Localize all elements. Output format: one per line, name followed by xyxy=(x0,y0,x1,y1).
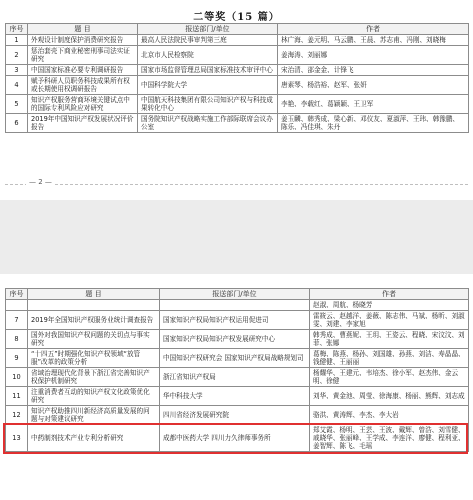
cell-dept: 浙江省知识产权局 xyxy=(160,368,310,387)
cell-seq: 2 xyxy=(6,46,28,65)
cell-title: “十四五”时期强化知识产权领域“放管服”改革的政策分析 xyxy=(28,349,160,368)
cell-dept: 国家市场监督管理总局国家标准技术审评中心 xyxy=(138,65,278,76)
cell-title: 2019年全国知识产权服务业统计调查报告 xyxy=(28,311,160,330)
cell-seq: 8 xyxy=(6,330,28,349)
cell-seq: 11 xyxy=(6,387,28,406)
page-divider xyxy=(5,184,468,185)
cell-dept: 四川省经济发展研究院 xyxy=(160,406,310,425)
header-authors: 作者 xyxy=(310,289,469,300)
cell-seq: 10 xyxy=(6,368,28,387)
cell-authors: 唐素琴、杨浩裕、赵军、张妍 xyxy=(278,76,469,95)
cell-seq: 7 xyxy=(6,311,28,330)
cell-dept: 华中科技大学 xyxy=(160,387,310,406)
cell-title: 2019年中国知识产权发展状况评价报告 xyxy=(28,114,138,133)
cell-seq: 9 xyxy=(6,349,28,368)
header-dept: 报送部门/单位 xyxy=(160,289,310,300)
cell-title: 赋予科研人员职务科技成果所有权或长期使用权调研报告 xyxy=(28,76,138,95)
cell-authors: 赵淑、周航、杨晓芳 xyxy=(310,300,469,311)
table-row xyxy=(6,65,469,76)
cell-seq: 4 xyxy=(6,76,28,95)
cell-authors: 韩秀成、曹燕妮、王玥、王姿云、程晓、宋汶汶、刘菲、张娜 xyxy=(310,330,469,349)
cell-dept: 中国科学院大学 xyxy=(138,76,278,95)
header-title: 题 目 xyxy=(28,289,160,300)
header-dept: 报送部门/单位 xyxy=(138,24,278,35)
cell-title: 注重消费者互动的知识产权文化政策优化研究 xyxy=(28,387,160,406)
header-authors: 作者 xyxy=(278,24,469,35)
table-header-row xyxy=(6,24,469,35)
page-gap xyxy=(0,200,473,274)
cell-dept: 国家知识产权局知识产权运用促进司 xyxy=(160,311,310,330)
cell-dept: 中国航天科技集团有限公司知识产权与科技成果转化中心 xyxy=(138,95,278,114)
cell-authors: 葛梅、陈燕、杨孙、刘国雄、孙燕、刘洁、寿晶晶、钱健健、王丽丽 xyxy=(310,349,469,368)
cell-seq: 6 xyxy=(6,114,28,133)
table-row xyxy=(6,425,469,452)
cell-authors: 雷筱云、赵越洋、姜薇、陈志伟、马斌、杨昕、刘淑雯、刘建、李家旭 xyxy=(310,311,469,330)
cell-seq: 12 xyxy=(6,406,28,425)
cell-authors: 宋治清、邵金金、计锋飞 xyxy=(278,65,469,76)
table-header-row xyxy=(6,289,469,300)
table-row xyxy=(6,35,469,46)
cell-seq: 1 xyxy=(6,35,28,46)
cell-authors: 李艳、李载红、葛颖颖、王卫军 xyxy=(278,95,469,114)
cell-seq: 5 xyxy=(6,95,28,114)
cell-authors: 杨耀华、王建元、韦培杰、徐小军、赵杰伟、金云明、徐健 xyxy=(310,368,469,387)
cell-authors: 林广海、姜元明、马云鹏、王晨、苏志甫、冯刚、刘晓梅 xyxy=(278,35,469,46)
table-row xyxy=(6,387,469,406)
cell-dept: 国务院知识产权战略实施工作部际联席会议办公室 xyxy=(138,114,278,133)
document-page-2 xyxy=(0,274,473,500)
page-number: — 2 — xyxy=(26,178,55,186)
section-title: 二等奖（15 篇） xyxy=(193,12,280,23)
table-row xyxy=(6,349,469,368)
cell-seq xyxy=(6,300,28,311)
cell-dept: 北京市人民检察院 xyxy=(138,46,278,65)
table-row xyxy=(6,95,469,114)
table-row xyxy=(6,406,469,425)
table-row xyxy=(6,330,469,349)
cell-title: 中国国家标准必要专利调研报告 xyxy=(28,65,138,76)
cell-dept xyxy=(160,300,310,311)
cell-title: 知识产权助推四川新经济高质量发展的问题与对策建议研究 xyxy=(28,406,160,425)
cell-title xyxy=(28,300,160,311)
table-row xyxy=(6,300,469,311)
award-table-page-1 xyxy=(5,23,469,133)
cell-authors: 姜海涛、刘丽娜 xyxy=(278,46,469,65)
table-row xyxy=(6,46,469,65)
cell-authors: 姜玉麟、韩秀成、梁心新、邓仪友、夏淑萍、王玮、韩豫鹏、陈乐、冯佳琪、朱丹 xyxy=(278,114,469,133)
table-row xyxy=(6,76,469,95)
cell-authors: 骆洪、黄涛辉、李杰、李大岩 xyxy=(310,406,469,425)
table-row xyxy=(6,114,469,133)
table-row xyxy=(6,368,469,387)
cell-title: 国外对我国知识产权问题的关切点与事实研究 xyxy=(28,330,160,349)
header-seq: 序号 xyxy=(6,24,28,35)
header-title: 题 目 xyxy=(28,24,138,35)
cell-dept: 最高人民法院民事审判第三庭 xyxy=(138,35,278,46)
cell-title: 惩治套壳下商业秘密刑事司法实证研究 xyxy=(28,46,138,65)
cell-title: 知识产权服务营商环境关键试点中的国际专利风险应对研究 xyxy=(28,95,138,114)
cell-title: 省域治理现代化背景下浙江省完善知识产权保护机制研究 xyxy=(28,368,160,387)
table-row xyxy=(6,311,469,330)
cell-seq: 3 xyxy=(6,65,28,76)
cell-authors: 刘华、黄金池、周莹、徐海康、杨丽、熊辉、刘志成 xyxy=(310,387,469,406)
header-seq: 序号 xyxy=(6,289,28,300)
cell-title: 外观设计制度保护消费研究报告 xyxy=(28,35,138,46)
cell-title: 中药制剂技术产业专利分析研究 xyxy=(28,425,160,452)
cell-dept: 成都中医药大学 四川力久律师事务所 xyxy=(160,425,310,452)
cell-seq: 13 xyxy=(6,425,28,452)
award-table-page-2 xyxy=(5,288,469,452)
cell-authors: 郑艾霞、杨明、王芸、王波、戴辉、曾浩、刘雪健、戚晓华、张丽峰、王学成、李连洋、廖健、程利亚、姜智辉、陈飞、毛瑶 xyxy=(310,425,469,452)
document-page-1 xyxy=(0,0,473,200)
cell-dept: 国家知识产权局知识产权发展研究中心 xyxy=(160,330,310,349)
cell-dept: 中国知识产权研究会 国家知识产权局战略规划司 xyxy=(160,349,310,368)
